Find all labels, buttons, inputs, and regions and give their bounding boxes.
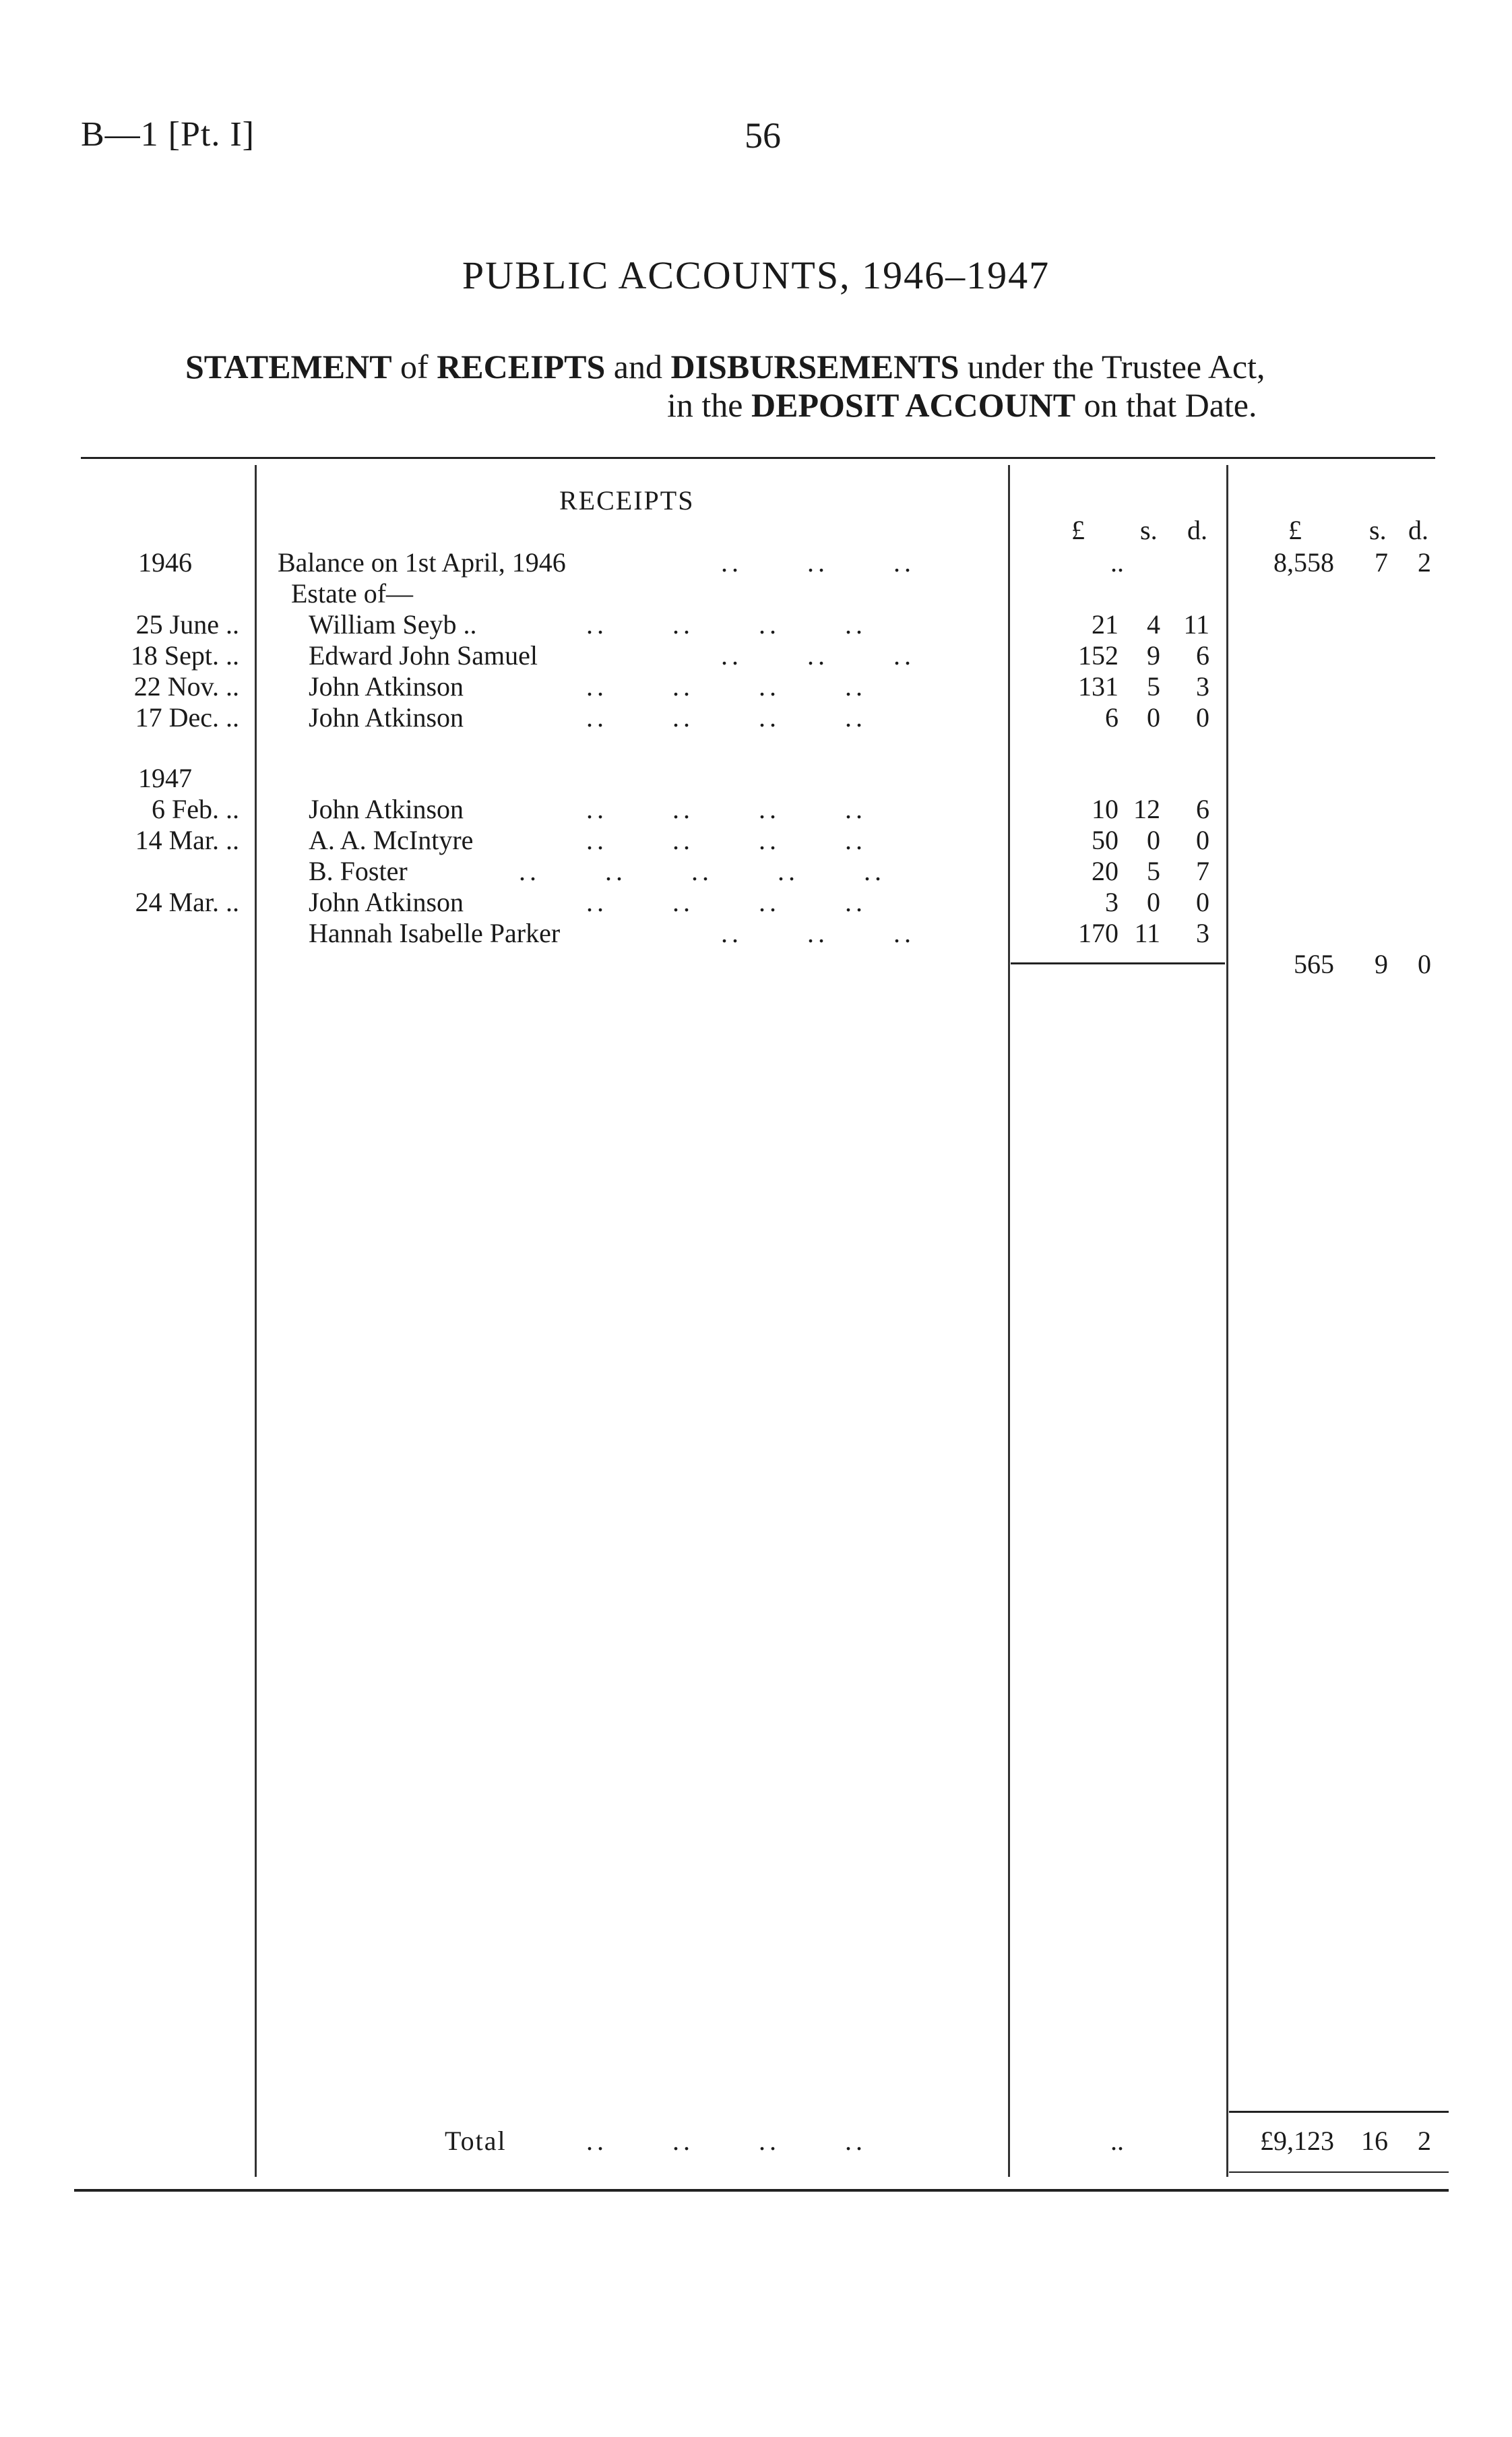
row-shillings: 0 [1147,825,1160,855]
opening-shillings: 7 [1375,547,1388,578]
row-pence: 0 [1196,825,1209,855]
leader-dots: .. .. .. .. [586,609,867,640]
row-pence: 11 [1183,609,1209,640]
column-divider-amount2 [1226,465,1228,2177]
table-top-rule [81,457,1435,459]
row-pounds: 131 [1078,671,1119,702]
column-divider-date [255,465,257,2177]
opening-balance-label: Balance on 1st April, 1946 [278,547,566,578]
row-estate-name: John Atkinson [309,887,464,917]
col2-shillings-header: s. [1369,515,1387,545]
row-pounds: 6 [1105,702,1119,733]
row-estate-name: A. A. McIntyre [309,825,474,855]
leader-dots: .. .. .. .. [586,702,867,733]
subtotal-pence: 0 [1418,949,1431,979]
leader-dots: .. .. .. [721,918,915,948]
row-shillings: 12 [1133,794,1160,824]
total-col1-placeholder: .. [1110,2126,1124,2156]
row-pence: 3 [1196,918,1209,948]
receipts-heading: RECEIPTS [559,485,695,516]
leader-dots: .. .. .. .. [586,794,867,824]
opening-pence: 2 [1418,547,1431,578]
col2-pounds-header: £ [1288,515,1302,545]
subtotal-shillings: 9 [1375,949,1388,979]
row-pounds: 50 [1092,825,1119,855]
row-shillings: 5 [1147,671,1160,702]
row-date: 25 June .. [135,609,239,640]
total-label: Total [445,2126,507,2156]
row-date: 18 Sept. .. [130,640,239,671]
row-estate-name: William Seyb .. [309,609,477,640]
estate-label: Estate of— [291,578,414,609]
leader-dots: .. .. .. .. [586,887,867,917]
row-date: 24 Mar. .. [135,887,239,917]
column-divider-amount1 [1008,465,1010,2177]
row-pounds: 170 [1078,918,1119,948]
subtitle-word: DEPOSIT ACCOUNT [751,386,1076,424]
year-1947: 1947 [138,763,192,793]
row-estate-name: John Atkinson [309,702,464,733]
col2-pence-header: d. [1408,515,1428,545]
row-shillings: 0 [1147,702,1160,733]
row-shillings: 0 [1147,887,1160,917]
row-shillings: 11 [1134,918,1160,948]
row-date: 17 Dec. .. [135,702,239,733]
statement-subtitle-line1 [185,347,1265,386]
row-estate-name: John Atkinson [309,671,464,702]
table-bottom-rule [74,2189,1449,2192]
row-shillings: 4 [1147,609,1160,640]
total-shillings: 16 [1361,2126,1388,2156]
row-date: 6 Feb. .. [152,794,239,824]
col1-pounds-header: £ [1071,515,1085,545]
row-pounds: 3 [1105,887,1119,917]
subtitle-word: under the Trustee Act, [967,348,1265,385]
leader-dots: .. .. .. .. [586,825,867,855]
leader-dots: .. .. .. [721,547,915,578]
leader-dots: .. .. .. .. [586,671,867,702]
row-pence: 3 [1196,671,1209,702]
document-reference: B—1 [Pt. I] [81,115,255,154]
row-date: 22 Nov. .. [133,671,239,702]
row-pounds: 21 [1092,609,1119,640]
col1-pence-header: d. [1187,515,1207,545]
total-rule-top [1229,2111,1449,2113]
subtitle-word: on that Date. [1083,386,1257,424]
row-pence: 6 [1196,640,1209,671]
row-pence: 6 [1196,794,1209,824]
leader-dots: .. .. .. [721,640,915,671]
row-pence: 7 [1196,856,1209,886]
total-pounds: £9,123 [1260,2126,1334,2156]
col1-shillings-header: s. [1140,515,1158,545]
subtitle-word: of [400,348,429,385]
row-estate-name: Edward John Samuel [309,640,538,671]
subtitle-word: DISBURSEMENTS [670,348,959,385]
opening-pounds: 8,558 [1273,547,1334,578]
page-number: 56 [745,115,781,156]
row-shillings: 9 [1147,640,1160,671]
subtitle-word: and [613,348,662,385]
year-1946: 1946 [138,547,192,578]
col1-placeholder: .. [1110,547,1124,578]
subtotal-rule [1011,962,1225,964]
row-date: 14 Mar. .. [135,825,239,855]
row-pence: 0 [1196,887,1209,917]
row-pence: 0 [1196,702,1209,733]
page-title: PUBLIC ACCOUNTS, 1946–1947 [462,253,1050,297]
row-estate-name: John Atkinson [309,794,464,824]
total-pence: 2 [1418,2126,1431,2156]
statement-subtitle-line2 [667,385,1257,425]
row-estate-name: Hannah Isabelle Parker [309,918,561,948]
row-shillings: 5 [1147,856,1160,886]
subtitle-word: RECEIPTS [437,348,606,385]
row-estate-name: B. Foster [309,856,408,886]
row-pounds: 152 [1078,640,1119,671]
subtotal-pounds: 565 [1294,949,1334,979]
total-rule-bottom [1229,2171,1449,2173]
leader-dots: .. .. .. .. .. [519,856,885,886]
subtitle-word: STATEMENT [185,348,392,385]
row-pounds: 10 [1092,794,1119,824]
leader-dots: .. .. .. .. [586,2126,867,2156]
subtitle-word: in the [667,386,743,424]
row-pounds: 20 [1092,856,1119,886]
